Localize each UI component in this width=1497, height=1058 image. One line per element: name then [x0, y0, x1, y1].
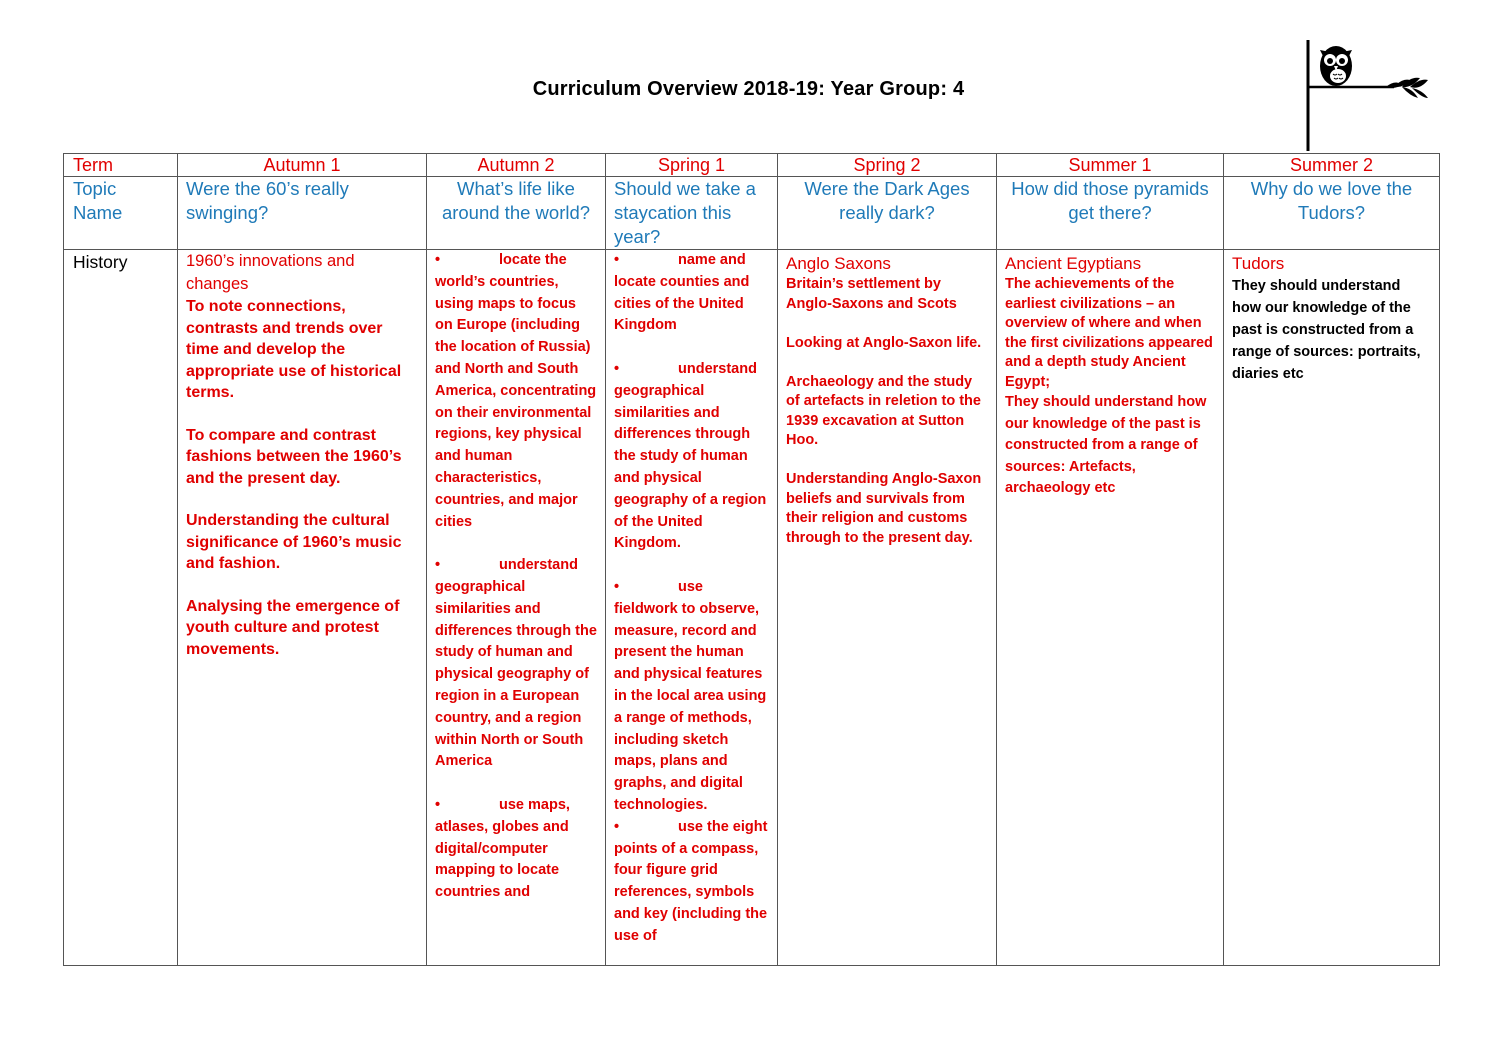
history-spring-2	[778, 250, 997, 966]
owl-on-branch-icon	[1298, 38, 1438, 153]
topic-row	[64, 177, 1440, 250]
term-spring-1: Spring 1	[606, 154, 778, 177]
cell-heading: Anglo Saxons	[786, 254, 891, 273]
term-summer-2: Summer 2	[1224, 154, 1440, 177]
list-item: • understand geographical similarities and differences through the study of human and physical geography of a region of the United Kingdom.	[614, 360, 767, 552]
topic-summer-1: How did those pyramids get there?	[997, 177, 1224, 250]
topic-autumn-2: What’s life like around the world?	[427, 177, 606, 250]
list-item: • understand geographical similarities and differences through the study of human and physical geography of region in a European country, and a region within North or South America	[435, 557, 597, 770]
cell-paragraph: Archaeology and the study of artefacts in reletion to the 1939 excavation at Sutton Hoo.	[786, 373, 981, 448]
cell-heading: 1960’s innovations and changes	[186, 252, 355, 293]
topic-spring-1: Should we take a staycation this year?	[606, 177, 778, 250]
bullet: •	[435, 796, 441, 813]
term-label: Term	[64, 154, 178, 177]
cell-heading: Ancient Egyptians	[1005, 254, 1142, 273]
bullet: •	[614, 818, 620, 835]
history-spring-1	[606, 250, 778, 966]
list-item: • use the eight points of a compass, four figure grid references, symbols and key (including the use of	[614, 818, 768, 944]
term-spring-2: Spring 2	[778, 154, 997, 177]
cell-paragraph: They should understand how our knowledge of the past is constructed from a range of sources: Artefacts, archaeology etc	[1005, 394, 1207, 496]
cell-paragraph: Understanding Anglo-Saxon beliefs and survivals from their religion and customs through to the present day.	[786, 471, 982, 546]
cell-paragraph: To compare and contrast fashions between the 1960’s and the present day.	[186, 426, 402, 487]
topic-label	[64, 177, 178, 250]
term-autumn-1: Autumn 1	[178, 154, 427, 177]
curriculum-table	[63, 153, 1440, 966]
topic-spring-2: Were the Dark Ages really dark?	[778, 177, 997, 250]
history-label: History	[64, 250, 178, 966]
cell-paragraph: To note connections, contrasts and trends over time and develop the appropriate use of historical terms.	[186, 298, 402, 401]
history-summer-1	[997, 250, 1224, 966]
cell-paragraph: Understanding the cultural significance of 1960’s music and fashion.	[186, 512, 402, 572]
term-summer-1: Summer 1	[997, 154, 1224, 177]
history-summer-2	[1224, 250, 1440, 966]
cell-paragraph: Looking at Anglo-Saxon life.	[786, 334, 982, 351]
cell-heading: Tudors	[1232, 254, 1285, 273]
term-autumn-2: Autumn 2	[427, 154, 606, 177]
cell-paragraph: They should understand how our knowledge of the past is constructed from a range of sources: portraits, diaries etc	[1232, 278, 1421, 382]
cell-paragraph: The achievements of the earliest civilizations – an overview of where and when the first civilizations appeared and a depth study Ancient Egypt;	[1005, 276, 1213, 390]
history-row	[64, 250, 1440, 966]
list-item: • name and locate counties and cities of the United Kingdom	[614, 252, 750, 334]
history-autumn-1	[178, 250, 427, 966]
bullet: •	[435, 252, 441, 268]
topic-autumn-1: Were the 60’s really swinging?	[178, 177, 427, 250]
bullet: •	[614, 252, 620, 268]
list-item: • locate the world’s countries, using maps to focus on Europe (including the location of Russia) and North and South America, concentrating on their environmental regions, key physical and human characteristics, countries, and major cities	[435, 252, 597, 530]
topic-label-line2: Name	[73, 202, 123, 223]
cell-paragraph: Analysing the emergence of youth culture and protest movements.	[186, 597, 400, 658]
topic-label-line1: Topic	[73, 178, 117, 199]
term-row	[64, 154, 1440, 177]
bullet: •	[614, 578, 620, 595]
page-title: Curriculum Overview 2018-19: Year Group: 4	[532, 78, 965, 100]
bullet: •	[435, 557, 441, 574]
topic-summer-2: Why do we love the Tudors?	[1224, 177, 1440, 250]
bullet: •	[614, 360, 620, 377]
list-item: • use fieldwork to observe, measure, record and present the human and physical features in the local area using a range of methods, including sketch maps, plans and graphs, and digital technologies.	[614, 578, 767, 813]
cell-paragraph: Britain’s settlement by Anglo-Saxons and Scots	[786, 276, 957, 312]
list-item: • use maps, atlases, globes and digital/computer mapping to locate countries and	[435, 796, 570, 901]
history-autumn-2	[427, 250, 606, 966]
